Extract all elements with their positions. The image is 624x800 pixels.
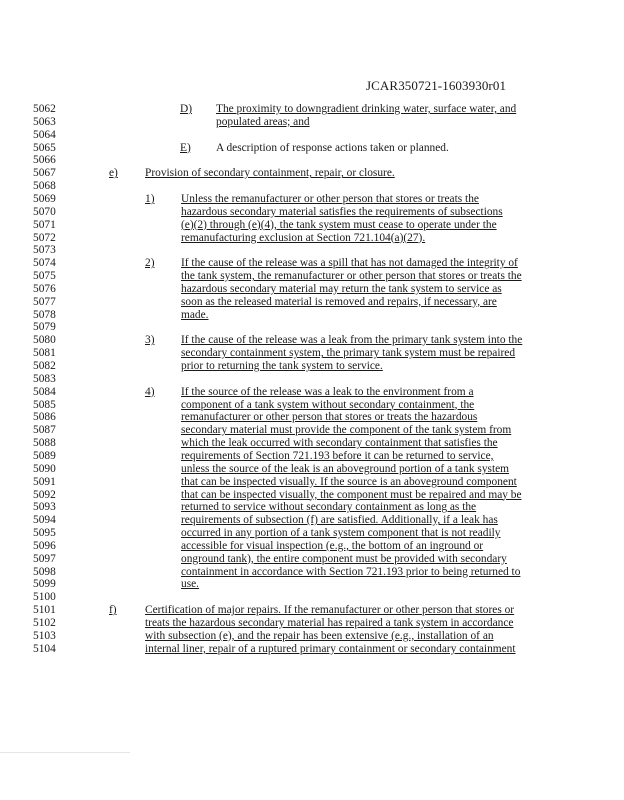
line-number: 5099: [33, 578, 56, 591]
line-text: unless the source of the leak is an aboveground portion of a tank system: [181, 462, 510, 475]
document-id: JCAR350721-1603930r01: [366, 78, 507, 93]
line-row: [0, 257, 624, 270]
line-number: 5087: [33, 424, 56, 437]
line-text: with subsection (e), and the repair has been extensive (e.g., installation of an: [145, 629, 494, 642]
item-label: 2): [145, 257, 155, 270]
line-row: [0, 386, 624, 399]
item-label: 3): [145, 334, 155, 347]
line-row: [0, 578, 624, 591]
line-text: prior to returning the tank system to service.: [181, 360, 383, 372]
line-number: 5102: [33, 617, 56, 629]
line-text: accessible for visual inspection (e.g., the bottom of an inground or: [181, 539, 484, 552]
item-label: 4): [145, 385, 155, 398]
line-text: internal liner, repair of a ruptured primary containment or secondary containment: [145, 642, 516, 655]
line-number: 5096: [33, 539, 56, 552]
line-row: [0, 180, 624, 193]
line-text: requirements of Section 721.193 before it can be returned to service,: [181, 449, 494, 462]
line-text: the tank system, the remanufacturer or other person that stores or treats the: [181, 270, 522, 283]
line-number: 5067: [33, 167, 56, 180]
line-row: [0, 129, 624, 142]
line-number: 5084: [33, 385, 56, 398]
line-row: [0, 334, 624, 347]
line-number: 5072: [33, 231, 56, 244]
item-label: D): [180, 103, 193, 115]
line-text: A description of response actions taken or planned.: [216, 141, 449, 154]
line-row: [0, 270, 624, 283]
line-row: [0, 604, 624, 617]
line-text: occurred in any portion of a tank system component that is not readily: [181, 527, 501, 540]
item-label: e): [109, 167, 118, 180]
line-row: [0, 206, 624, 219]
line-text: secondary material must provide the component of the tank system from: [181, 424, 512, 437]
line-text: use.: [181, 578, 200, 591]
line-row: [0, 450, 624, 463]
line-number: 5080: [33, 334, 56, 347]
line-row: [0, 321, 624, 334]
line-number: 5076: [33, 282, 56, 295]
line-text: If the cause of the release was a leak from the primary tank system into the: [181, 334, 523, 347]
line-row: [0, 591, 624, 604]
line-row: [0, 553, 624, 566]
line-row: [0, 566, 624, 579]
line-row: [0, 463, 624, 476]
line-text: component of a tank system without secondary containment, the: [181, 398, 475, 411]
line-number: 5066: [33, 154, 56, 167]
line-text: returned to service without secondary containment as long as the: [181, 501, 477, 514]
line-number: 5093: [33, 501, 56, 514]
line-text: hazardous secondary material may return the tank system to service as: [181, 282, 502, 295]
line-number: 5079: [33, 321, 56, 334]
line-number: 5091: [33, 475, 56, 488]
line-row: [0, 103, 624, 116]
line-row: [0, 514, 624, 527]
line-text: onground tank), the entire component must be provided with secondary: [181, 552, 507, 565]
line-text: (e)(2) through (e)(4), the tank system must cease to operate under the: [181, 218, 497, 231]
line-number: 5077: [33, 295, 56, 308]
line-number: 5081: [33, 347, 56, 360]
line-row: [0, 476, 624, 489]
line-row: [0, 296, 624, 309]
line-number: 5065: [33, 141, 56, 154]
line-text: soon as the released material is removed and repairs, if necessary, are: [181, 295, 497, 308]
line-number: 5089: [33, 449, 56, 462]
item-label: f): [109, 604, 117, 617]
line-number: 5068: [33, 180, 56, 193]
line-text: containment in accordance with Section 721.193 prior to being returned to: [181, 565, 521, 578]
line-text: The proximity to downgradient drinking water, surface water, and: [216, 103, 517, 115]
line-number: 5073: [33, 244, 56, 257]
line-text: If the cause of the release was a spill that has not damaged the integrity of: [181, 257, 518, 270]
line-number: 5094: [33, 514, 56, 527]
line-number: 5064: [33, 128, 56, 141]
line-row: [0, 347, 624, 360]
line-number: 5088: [33, 437, 56, 450]
line-text: hazardous secondary material satisfies the requirements of subsections: [181, 205, 503, 218]
line-text: which the leak occurred with secondary containment that satisfies the: [181, 437, 498, 450]
line-row: [0, 489, 624, 502]
line-row: [0, 411, 624, 424]
line-text: that can be inspected visually, the component must be repaired and may be: [181, 488, 522, 501]
line-number: 5098: [33, 565, 56, 578]
line-row: [0, 142, 624, 155]
line-text: populated areas; and: [216, 115, 310, 128]
line-text: that can be inspected visually. If the source is an aboveground component: [181, 475, 517, 488]
line-row: [0, 643, 624, 656]
line-number: 5086: [33, 411, 56, 424]
line-number: 5082: [33, 360, 56, 372]
line-text: remanufacturer or other person that stores or treats the hazardous: [181, 411, 478, 424]
item-label: E): [180, 141, 191, 154]
line-text: Unless the remanufacturer or other person that stores or treats the: [181, 192, 479, 205]
line-row: [0, 283, 624, 296]
line-row: [0, 424, 624, 437]
line-text: remanufacturing exclusion at Section 721.104(a)(27).: [181, 231, 426, 244]
line-number: 5085: [33, 398, 56, 411]
line-number: 5070: [33, 205, 56, 218]
line-number: 5062: [33, 103, 56, 115]
line-text: made.: [181, 308, 209, 321]
line-row: [0, 309, 624, 322]
line-row: [0, 244, 624, 257]
line-number: 5083: [33, 372, 56, 385]
line-row: [0, 437, 624, 450]
line-number: 5075: [33, 270, 56, 283]
line-row: [0, 360, 624, 373]
line-text: Certification of major repairs. If the remanufacturer or other person that stores or: [145, 604, 515, 617]
line-row: [0, 116, 624, 129]
line-text: treats the hazardous secondary material has repaired a tank system in accordance: [145, 617, 514, 629]
line-row: [0, 399, 624, 412]
line-number: 5078: [33, 308, 56, 321]
line-number: 5090: [33, 462, 56, 475]
footer-rule: [0, 752, 130, 753]
line-text: If the source of the release was a leak to the environment from a: [181, 385, 474, 398]
line-number: 5101: [33, 604, 56, 617]
line-number: 5063: [33, 115, 56, 128]
line-number: 5103: [33, 629, 56, 642]
line-text: Provision of secondary containment, repair, or closure.: [145, 167, 395, 180]
line-row: [0, 630, 624, 643]
line-row: [0, 373, 624, 386]
line-number: 5097: [33, 552, 56, 565]
line-number: 5104: [33, 642, 56, 655]
line-number: 5074: [33, 257, 56, 270]
line-number: 5092: [33, 488, 56, 501]
line-row: [0, 501, 624, 514]
line-number: 5071: [33, 218, 56, 231]
line-row: [0, 527, 624, 540]
line-row: [0, 617, 624, 630]
line-number: 5069: [33, 192, 56, 205]
line-number: 5100: [33, 591, 56, 604]
line-row: [0, 167, 624, 180]
line-row: [0, 540, 624, 553]
line-number: 5095: [33, 527, 56, 540]
line-row: [0, 154, 624, 167]
item-label: 1): [145, 192, 155, 205]
line-row: [0, 219, 624, 232]
line-text: requirements of subsection (f) are satisfied. Additionally, if a leak has: [181, 514, 498, 527]
line-row: [0, 232, 624, 245]
line-text: secondary containment system, the primary tank system must be repaired: [181, 347, 516, 360]
line-row: [0, 193, 624, 206]
